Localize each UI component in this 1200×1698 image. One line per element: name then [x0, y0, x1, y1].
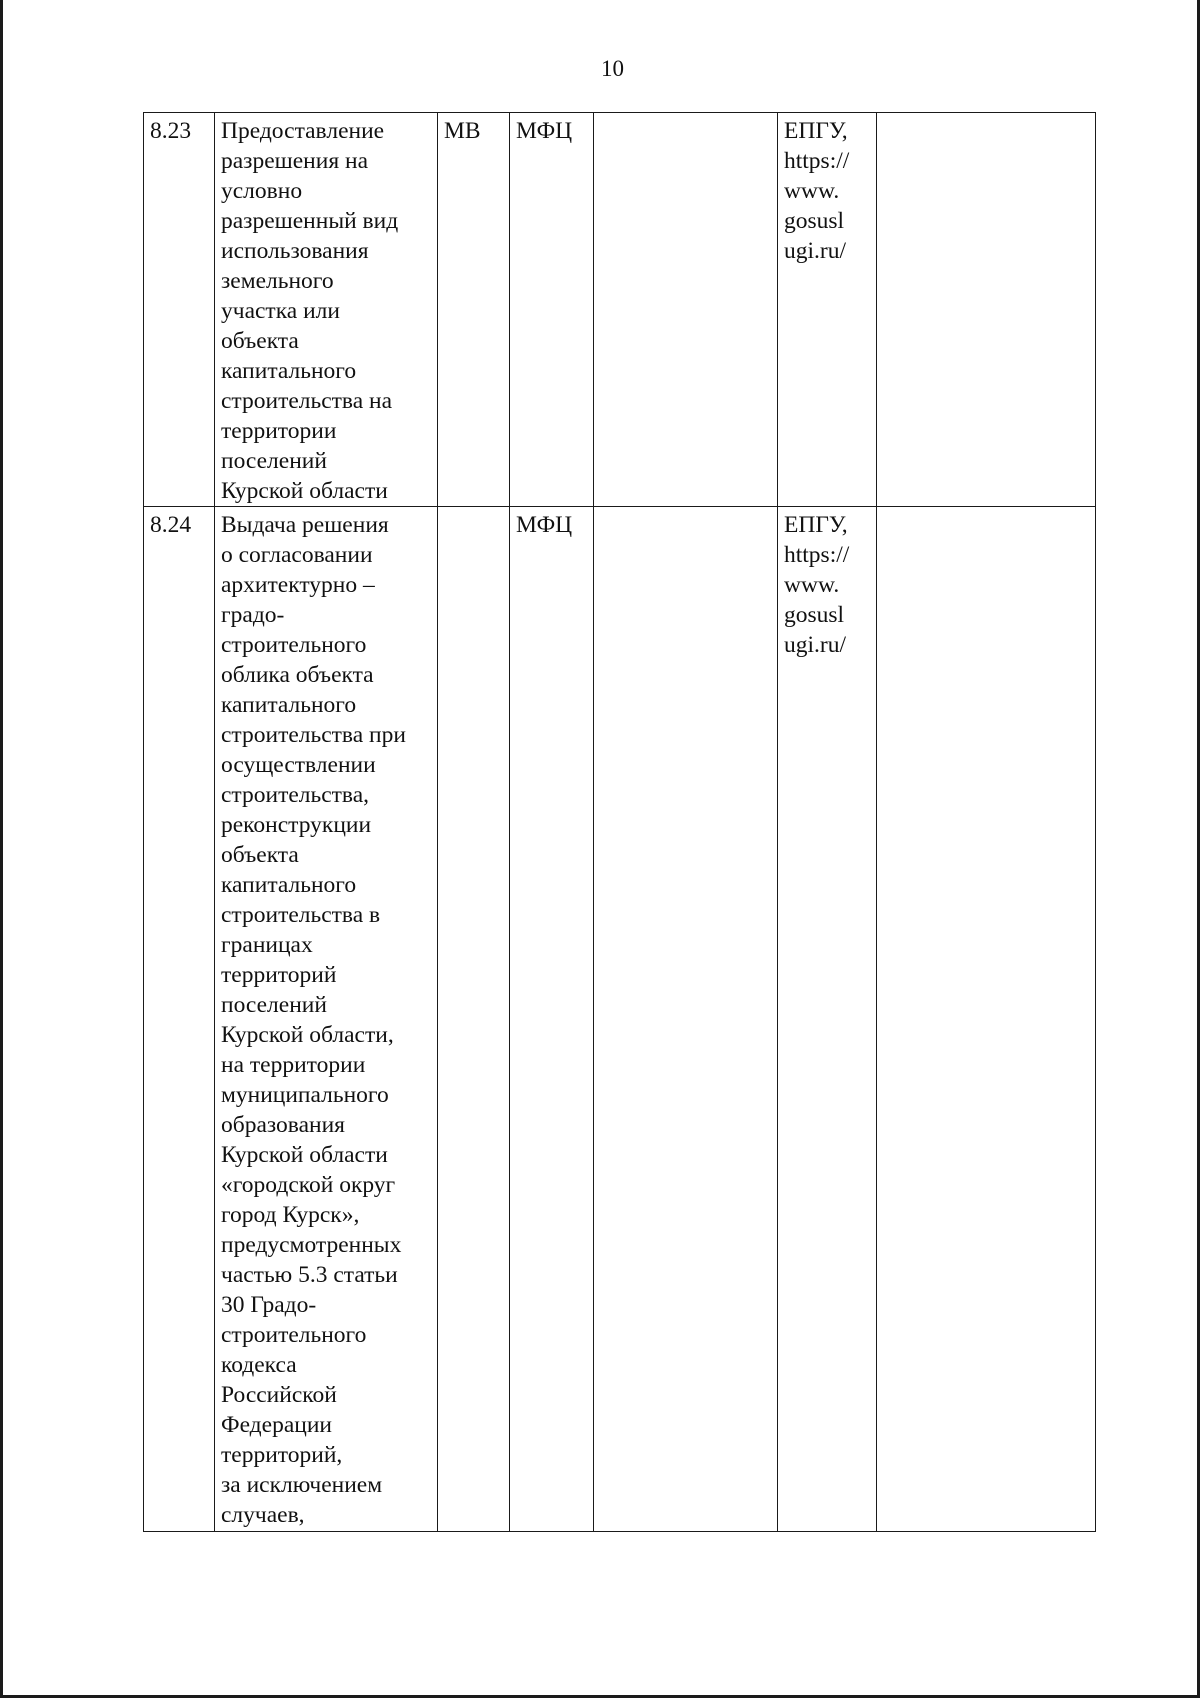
text-line: частью 5.3 статьи [221, 1262, 398, 1288]
table-row [144, 507, 1096, 1532]
text-line: разрешенный вид [221, 208, 399, 234]
page-number: 10 [601, 56, 624, 81]
text-line: территорий [221, 962, 337, 988]
text-line: объекта [221, 328, 299, 354]
text-line: о согласовании [221, 542, 373, 568]
text-line: капитального [221, 872, 357, 898]
cell-col5 [594, 113, 778, 507]
row-number: 8.24 [150, 512, 192, 538]
text-line: строительства в [221, 902, 381, 928]
cell-col3-text: МВ [444, 118, 481, 144]
text-line: за исключением [221, 1472, 383, 1498]
text-line: gosusl [784, 602, 845, 628]
table-row [144, 113, 1096, 507]
text-line: случаев, [221, 1502, 305, 1528]
text-line: границах [221, 932, 313, 958]
row-number-cell [144, 507, 215, 1532]
text-line: строительного [221, 1322, 367, 1348]
portal-cell [778, 507, 877, 1532]
text-line: Федерации [221, 1412, 332, 1438]
text-line: муниципального [221, 1082, 389, 1108]
text-line: условно [221, 178, 303, 204]
text-line: капитального [221, 358, 357, 384]
service-name-cell [215, 113, 438, 507]
text-line: https:// [784, 148, 850, 174]
portal-link[interactable] [784, 116, 872, 266]
text-line: Российской [221, 1382, 337, 1408]
text-line: строительства на [221, 388, 393, 414]
service-name-cell [215, 507, 438, 1532]
portal-cell [778, 113, 877, 507]
text-line: поселений [221, 448, 327, 474]
provider-text: МФЦ [516, 118, 573, 144]
text-line: градо- [221, 602, 285, 628]
provider-text: МФЦ [516, 512, 573, 538]
text-line: Предоставление [221, 118, 385, 144]
cell-col3 [438, 507, 510, 1532]
scan-border-left [0, 0, 3, 1698]
text-line: кодекса [221, 1352, 297, 1378]
cell-col5 [594, 507, 778, 1532]
text-line: капитального [221, 692, 357, 718]
cell-col3 [438, 113, 510, 507]
text-line: Курской области, [221, 1022, 394, 1048]
text-line: ЕПГУ, [784, 118, 848, 144]
text-line: ЕПГУ, [784, 512, 848, 538]
text-line: территории [221, 418, 337, 444]
text-line: 30 Градо- [221, 1292, 317, 1318]
text-line: Курской области [221, 478, 388, 504]
service-name [221, 116, 433, 506]
text-line: на территории [221, 1052, 366, 1078]
row-number: 8.23 [150, 118, 192, 144]
text-line: архитектурно – [221, 572, 375, 598]
text-line: https:// [784, 542, 850, 568]
text-line: осуществлении [221, 752, 376, 778]
text-line: строительства при [221, 722, 406, 748]
text-line: Курской области [221, 1142, 388, 1168]
text-line: объекта [221, 842, 299, 868]
text-line: территорий, [221, 1442, 343, 1468]
text-line: участка или [221, 298, 340, 324]
text-line: поселений [221, 992, 327, 1018]
text-line: предусмотренных [221, 1232, 402, 1258]
cell-col7 [877, 113, 1096, 507]
row-number-cell [144, 113, 215, 507]
text-line: строительства, [221, 782, 369, 808]
text-line: облика объекта [221, 662, 374, 688]
text-line: www. [784, 178, 840, 204]
service-name [221, 510, 433, 1530]
services-table [143, 112, 1096, 1532]
cell-provider [510, 113, 594, 507]
text-line: Выдача решения [221, 512, 389, 538]
text-line: использования [221, 238, 369, 264]
text-line: ugi.ru/ [784, 238, 847, 264]
text-line: строительного [221, 632, 367, 658]
text-line: город Курск», [221, 1202, 360, 1228]
text-line: www. [784, 572, 840, 598]
text-line: разрешения на [221, 148, 369, 174]
portal-link[interactable] [784, 510, 872, 660]
cell-provider [510, 507, 594, 1532]
text-line: gosusl [784, 208, 845, 234]
text-line: земельного [221, 268, 334, 294]
text-line: образования [221, 1112, 345, 1138]
cell-col7 [877, 507, 1096, 1532]
text-line: «городской округ [221, 1172, 396, 1198]
text-line: ugi.ru/ [784, 632, 847, 658]
text-line: реконструкции [221, 812, 372, 838]
